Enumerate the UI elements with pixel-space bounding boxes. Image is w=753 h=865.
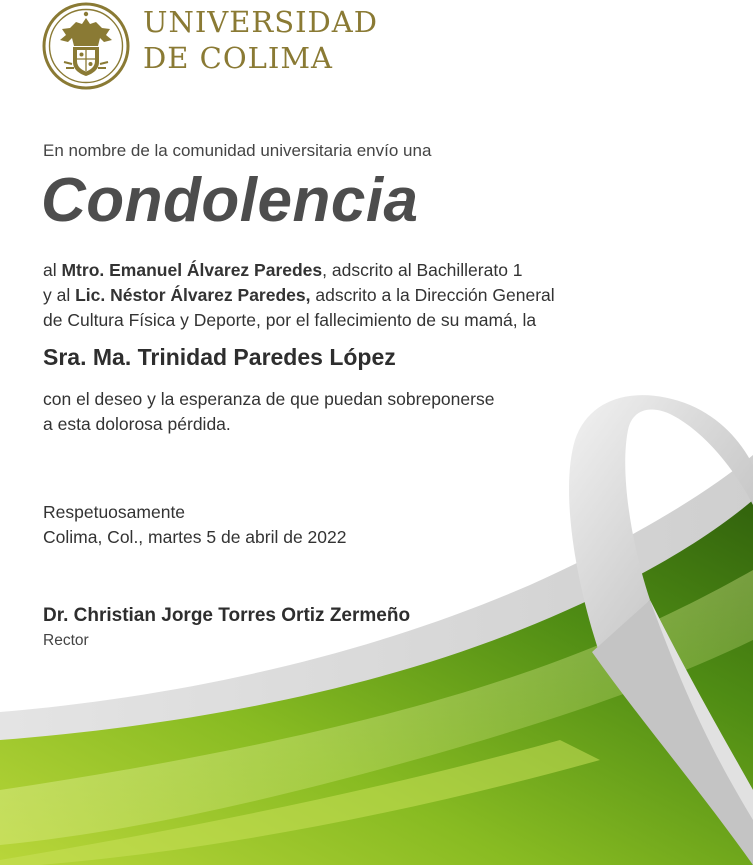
message-line-3: de Cultura Física y Deporte, por el fallecimiento de su mamá, la	[43, 310, 537, 330]
message-text: , adscrito al Bachillerato 1	[322, 260, 523, 280]
university-name	[143, 5, 378, 75]
headline: Condolencia	[41, 166, 419, 235]
place-date: Colima, Col., martes 5 de abril de 2022	[43, 527, 347, 547]
message-line-1	[43, 258, 555, 283]
message-text: y al	[43, 285, 76, 305]
farewell-text: Respetuosamente	[43, 502, 186, 522]
message-paragraph	[43, 258, 555, 333]
honoree-name-2: Lic. Néstor Álvarez Paredes,	[75, 285, 311, 305]
signer-name: Dr. Christian Jorge Torres Ortiz Zermeño	[43, 605, 411, 626]
wish-line-2: a esta dolorosa pérdida.	[43, 414, 231, 434]
wish-paragraph	[43, 387, 494, 437]
message-text: adscrito a la Dirección General	[310, 285, 555, 305]
institution-logo	[42, 2, 378, 90]
university-name-line1: UNIVERSIDAD	[143, 5, 378, 39]
signer-title: Rector	[43, 632, 89, 649]
deceased-name: Sra. Ma. Trinidad Paredes López	[43, 344, 396, 370]
message-text: al	[43, 260, 62, 280]
closing-block	[43, 500, 346, 550]
intro-text: En nombre de la comunidad universitaria envío una	[43, 141, 432, 160]
wish-line-1: con el deseo y la esperanza de que puedan sobreponerse	[43, 389, 495, 409]
message-line-2	[43, 283, 555, 308]
university-seal-icon	[42, 2, 130, 90]
university-name-line2: DE COLIMA	[143, 41, 333, 75]
honoree-name-1: Mtro. Emanuel Álvarez Paredes	[61, 260, 323, 280]
